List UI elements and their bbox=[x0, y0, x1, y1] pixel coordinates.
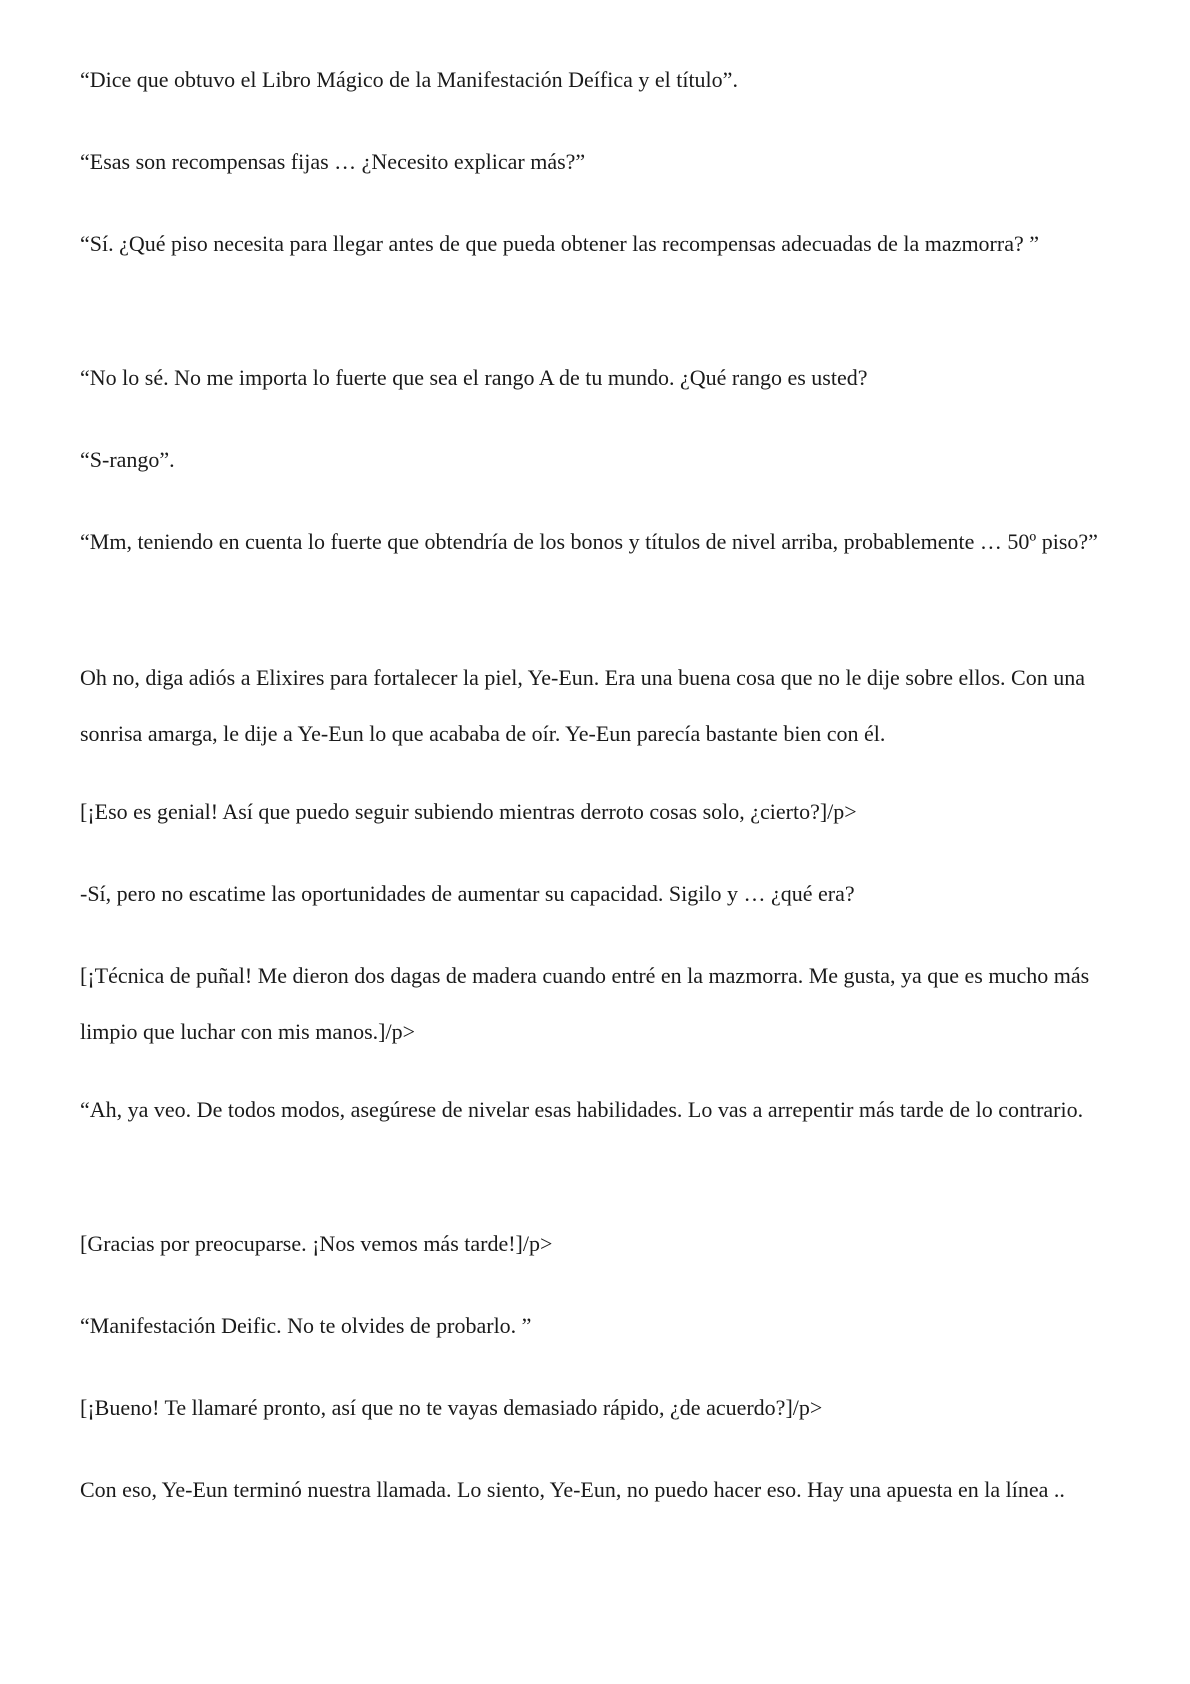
paragraph-11: “Ah, ya veo. De todos modos, asegúrese de nivelar esas habilidades. Lo vas a arrepentir más tarde de lo contrario. bbox=[80, 1097, 1084, 1122]
paragraph-7: Oh no, diga adiós a Elixires para fortalecer la piel, Ye-Eun. Era una buena cosa que no le dije sobre ellos. Con una sonrisa amarga, le dije a Ye-Eun lo que acababa de oír. Ye-Eun parecía bastante bien con él. bbox=[80, 665, 1085, 746]
paragraph-3: “Sí. ¿Qué piso necesita para llegar antes de que pueda obtener las recompensas adecuadas de la mazmorra? ” bbox=[80, 231, 1039, 256]
paragraph-2: “Esas son recompensas fijas … ¿Necesito explicar más?” bbox=[80, 149, 586, 174]
paragraph-15: Con eso, Ye-Eun terminó nuestra llamada. Lo siento, Ye-Eun, no puedo hacer eso. Hay una apuesta en la línea .. bbox=[80, 1477, 1065, 1502]
paragraph-13: “Manifestación Deific. No te olvides de probarlo. ” bbox=[80, 1313, 532, 1338]
paragraph-12: [Gracias por preocuparse. ¡Nos vemos más tarde!]/p> bbox=[80, 1231, 553, 1256]
paragraph-1: “Dice que obtuvo el Libro Mágico de la Manifestación Deífica y el título”. bbox=[80, 67, 738, 92]
paragraph-10: [¡Técnica de puñal! Me dieron dos dagas de madera cuando entré en la mazmorra. Me gusta, ya que es mucho más limpio que luchar con mis manos.]/p> bbox=[80, 963, 1090, 1044]
paragraph-14: [¡Bueno! Te llamaré pronto, así que no te vayas demasiado rápido, ¿de acuerdo?]/p> bbox=[80, 1395, 823, 1420]
paragraph-8: [¡Eso es genial! Así que puedo seguir subiendo mientras derroto cosas solo, ¿cierto?]/p> bbox=[80, 799, 857, 824]
paragraph-6: “Mm, teniendo en cuenta lo fuerte que obtendría de los bonos y títulos de nivel arriba, probablemente … 50º piso?” bbox=[80, 529, 1098, 554]
paragraph-5: “S-rango”. bbox=[80, 447, 175, 472]
paragraph-9: -Sí, pero no escatime las oportunidades de aumentar su capacidad. Sigilo y … ¿qué era? bbox=[80, 881, 855, 906]
paragraph-4: “No lo sé. No me importa lo fuerte que sea el rango A de tu mundo. ¿Qué rango es usted? bbox=[80, 365, 868, 390]
